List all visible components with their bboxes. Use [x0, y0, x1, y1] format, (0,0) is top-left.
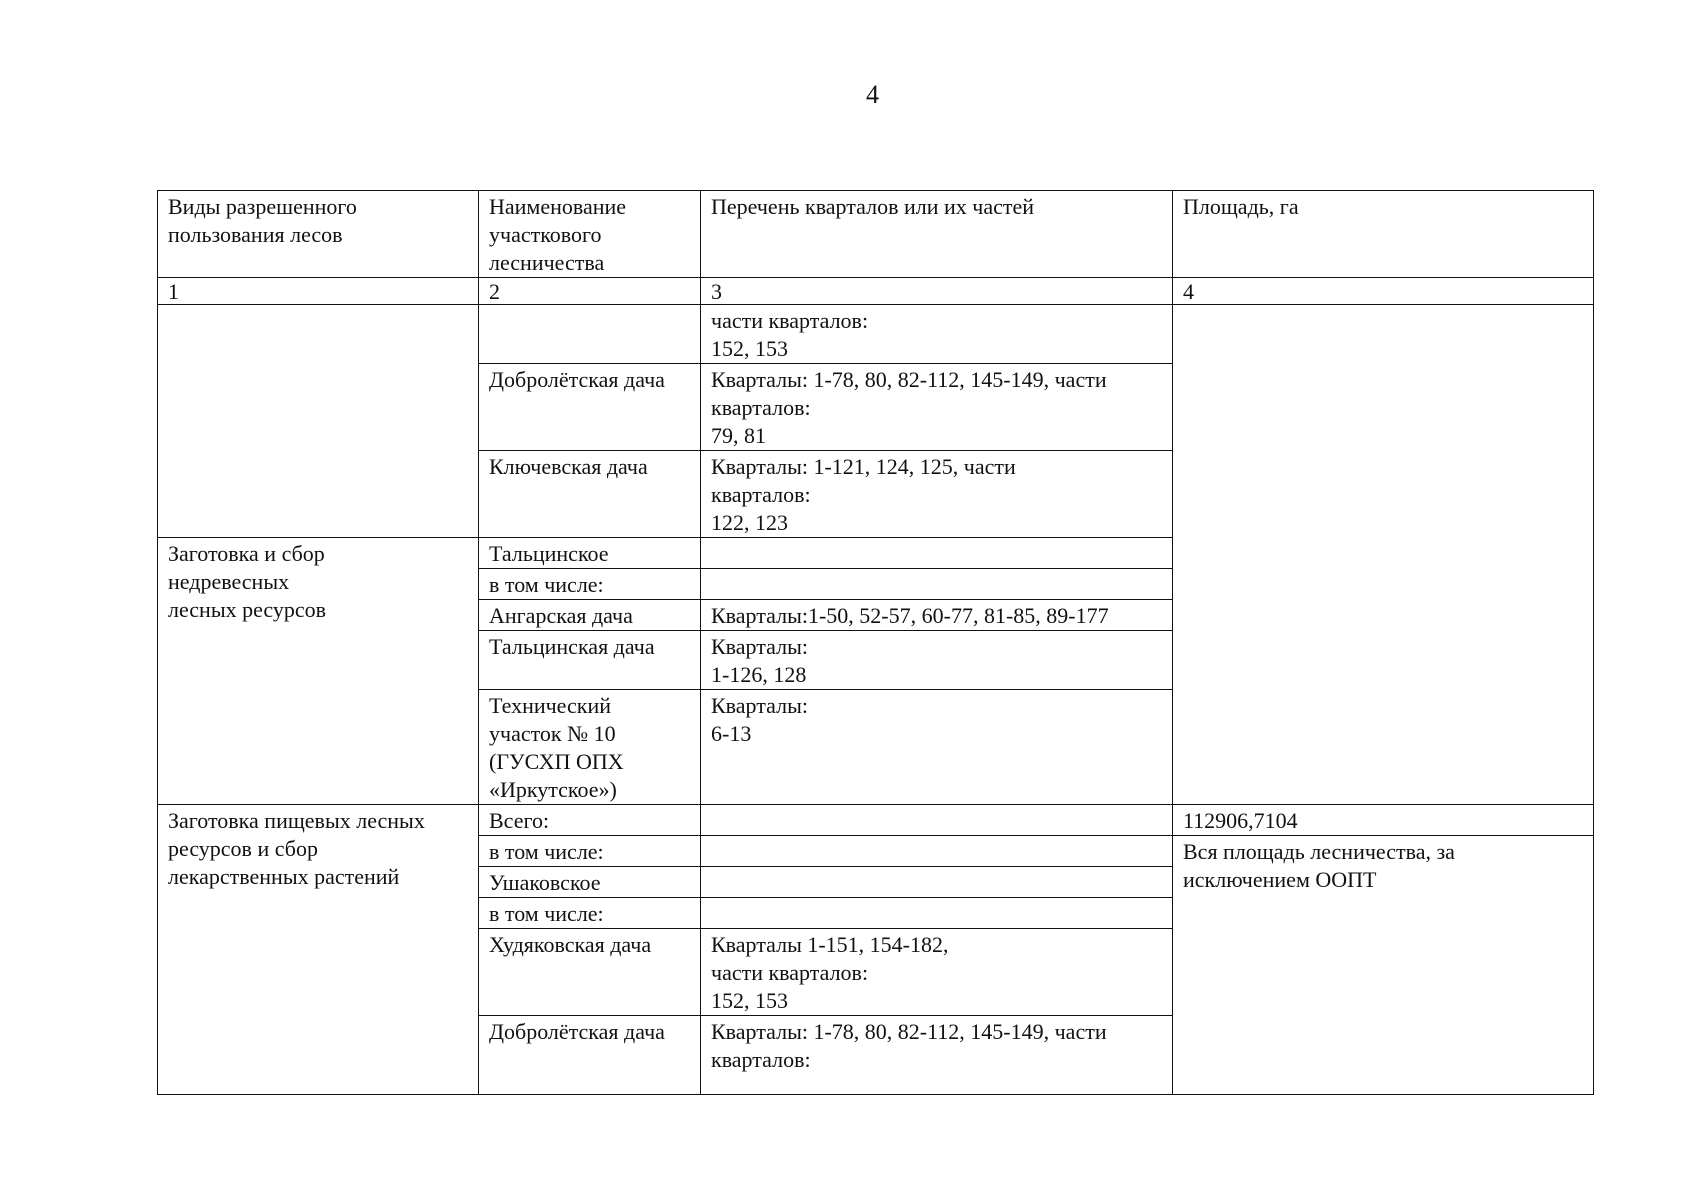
district-name-cell: Всего: [479, 805, 701, 836]
quarters-cell [701, 569, 1173, 600]
quarters-cell [701, 805, 1173, 836]
district-name-cell: Ангарская дача [479, 600, 701, 631]
quarters-cell: Кварталы: 1-121, 124, 125, части кварталов: 122, 123 [701, 451, 1173, 538]
forest-use-table [157, 190, 1594, 1095]
district-name-cell: Худяковская дача [479, 929, 701, 1016]
district-name-cell [479, 305, 701, 364]
quarters-cell: Кварталы:1-50, 52-57, 60-77, 81-85, 89-177 [701, 600, 1173, 631]
column-number: 4 [1173, 278, 1594, 305]
quarters-cell: Кварталы 1-151, 154-182, части кварталов: 152, 153 [701, 929, 1173, 1016]
district-name-cell: в том числе: [479, 898, 701, 929]
district-name-cell: Ключевская дача [479, 451, 701, 538]
quarters-cell: Кварталы: 6-13 [701, 690, 1173, 805]
quarters-cell [701, 836, 1173, 867]
district-name-cell: Ушаковское [479, 867, 701, 898]
use-type-cell [158, 305, 479, 538]
column-number: 2 [479, 278, 701, 305]
header-cell-district-name: Наименование участкового лесничества [479, 191, 701, 278]
district-name-cell: Тальцинское [479, 538, 701, 569]
table-row [158, 805, 1594, 836]
quarters-cell [701, 867, 1173, 898]
column-number: 3 [701, 278, 1173, 305]
district-name-cell: в том числе: [479, 569, 701, 600]
quarters-cell [701, 898, 1173, 929]
district-name-cell: Тальцинская дача [479, 631, 701, 690]
column-number: 1 [158, 278, 479, 305]
quarters-cell: Кварталы: 1-126, 128 [701, 631, 1173, 690]
quarters-cell: части кварталов: 152, 153 [701, 305, 1173, 364]
quarters-cell: Кварталы: 1-78, 80, 82-112, 145-149, части кварталов: 79, 81 [701, 364, 1173, 451]
area-cell-empty [1173, 305, 1594, 805]
area-total-cell: 112906,7104 [1173, 805, 1594, 836]
district-name-cell: Добролётская дача [479, 364, 701, 451]
district-name-cell: в том числе: [479, 836, 701, 867]
use-type-cell: Заготовка пищевых лесных ресурсов и сбор лекарственных растений [158, 805, 479, 1095]
quarters-cell: Кварталы: 1-78, 80, 82-112, 145-149, части кварталов: [701, 1016, 1173, 1095]
district-name-cell: Добролётская дача [479, 1016, 701, 1095]
district-name-cell: Технический участок № 10 (ГУСХП ОПХ «Иркутское») [479, 690, 701, 805]
header-cell-use-type: Виды разрешенного пользования лесов [158, 191, 479, 278]
column-number-row [158, 278, 1594, 305]
page-number: 4 [866, 80, 879, 109]
quarters-cell [701, 538, 1173, 569]
table-row [158, 305, 1594, 364]
use-type-cell: Заготовка и сбор недревесных лесных ресурсов [158, 538, 479, 805]
header-cell-quarters-list: Перечень кварталов или их частей [701, 191, 1173, 278]
area-note-cell: Вся площадь лесничества, за исключением ООПТ [1173, 836, 1594, 1095]
header-row [158, 191, 1594, 278]
header-cell-area: Площадь, га [1173, 191, 1594, 278]
